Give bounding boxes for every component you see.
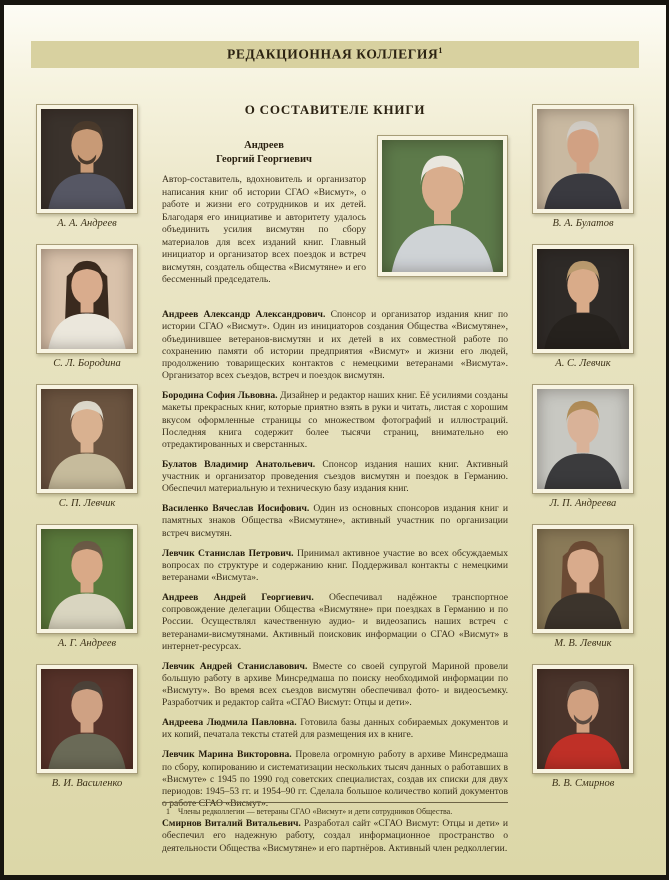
entry-name: Андреева Людмила Павловна. — [162, 717, 297, 729]
book-page — [4, 5, 666, 875]
entry-name: Василенко Вячеслав Иосифович. — [162, 503, 310, 515]
entry-name: Андреев Александр Александрович. — [162, 309, 326, 320]
entry-text: Провела огромную работу в архиве Минсредмаша по сбору, копированию и систематизации нескольких тысяч данных о работавших в «Висмуте» с 1945 по 1990 год советских специалистах, создав их списки для двух периодов: 1945–53 гг. и 1954–90 гг. Сделала большое количество копий документов о работе СГАО «Висмут». — [162, 749, 508, 810]
entry-paragraph — [162, 661, 508, 710]
photo-caption: Л. П. Андреева — [549, 498, 617, 509]
photo-unit — [532, 244, 634, 369]
compiler-portrait — [377, 133, 508, 292]
compiler-name: Андреев Георгий Георгиевич — [216, 140, 312, 165]
photo-unit — [36, 664, 138, 789]
entry-paragraph — [162, 717, 508, 742]
editorial-entries — [162, 309, 508, 855]
photo-caption: В. В. Смирнов — [551, 778, 615, 789]
entry-paragraph — [162, 309, 508, 383]
photo-caption: С. П. Левчик — [58, 498, 116, 509]
entry-text: Готовила базы данных собираемых документов и их копий, печатала тексты статей для размещения их в книге. — [162, 717, 508, 741]
entry-text: Разработал сайт «СГАО Висмут: Отцы и дети» и обеспечил его надежную работу, создал информационное пространство о деятельности Общества «Висмутяне» и его партнёров. Активный член редколлегии. — [162, 818, 508, 854]
photo-unit — [532, 524, 634, 649]
header-footnote-mark: 1 — [438, 46, 443, 56]
portrait-photo — [532, 384, 634, 494]
section-title: О СОСТАВИТЕЛЕ КНИГИ — [244, 102, 426, 117]
entry-paragraph — [162, 390, 508, 451]
photo-unit — [36, 244, 138, 369]
entry-name: Бородина София Львовна. — [162, 390, 278, 402]
portrait-photo — [36, 664, 138, 774]
entry-paragraph — [162, 459, 508, 496]
entry-name: Булатов Владимир Анатольевич. — [162, 458, 316, 470]
main-text-column — [162, 133, 508, 862]
photo-caption: А. Г. Андреев — [57, 638, 117, 649]
portrait-photo — [532, 664, 634, 774]
portrait-photo — [532, 104, 634, 214]
entry-name: Левчик Станислав Петрович. — [162, 547, 294, 559]
portrait-photo — [36, 104, 138, 214]
photo-unit — [36, 524, 138, 649]
photo-caption: А. С. Левчик — [555, 358, 611, 369]
photo-caption: М. В. Левчик — [554, 638, 612, 649]
photo-caption: А. А. Андреев — [57, 218, 117, 229]
page-header-title: РЕДАКЦИОННАЯ КОЛЛЕГИЯ$^1$ — [227, 46, 443, 62]
photo-caption: В. А. Булатов — [552, 218, 614, 229]
photo-caption: С. Л. Бородина — [53, 358, 121, 369]
entry-paragraph — [162, 548, 508, 585]
entry-name: Андреев Андрей Георгиевич. — [162, 591, 314, 603]
entry-paragraph — [162, 503, 508, 540]
entry-name: Левчик Марина Викторовна. — [162, 749, 292, 761]
portrait-photo — [36, 244, 138, 354]
photo-unit — [36, 384, 138, 509]
entry-paragraph — [162, 818, 508, 855]
entry-text: Спонсор и организатор издания книг по истории СГАО «Висмут». Один из инициаторов создания Общества «Висмутяне», объединившее ветеранов-висмутян и их детей в их совместной работе по сохранению памяти об истории предприятия «Висмут» и жизни его людей, продолжению товарищеских контактов с немецкими ветеранами «Висмута». Организатор всех съездов, встреч и поездок висмутян. — [162, 309, 508, 382]
entry-name: Смирнов Виталий Витальевич. — [162, 818, 301, 830]
compiler-intro: Автор-составитель, вдохновитель и организатор написания книг об истории СГАО «Висмут», о работе и жизни его сотрудников и их детей. Благодаря его инициативе и авторитету удалось объединить усилия висмутян по сбору материалов для всех изданий книг. Главный инициатор и организатор всех поездок и встреч висмутян, создатель общества «Висмутяне» и его бессменный председатель. — [162, 174, 366, 286]
portrait-photo — [532, 524, 634, 634]
portrait-photo — [36, 524, 138, 634]
entry-text: Вместе со своей супругой Мариной провели большую работу в архиве Минсредмаша по поиску необходимой информации по «Висмуту». Во время всех съездов висмутян обеспечивал фото- и видеосъемку. Разработчик и редактор сайта «СГАО Висмут: Отцы и дети». — [162, 660, 508, 709]
entry-paragraph — [162, 592, 508, 653]
entry-text: Обеспечивал надёжное транспортное сопровождение делегации Общества «Висмутяне» при поездках в Германию и по России. Осуществлял качественную аудио- и видеозапись наших встреч с ветеранами-висмутянами. Активный поисковик информации о СГАО «Висмут» в интернет-ресурсах. — [162, 591, 508, 652]
photo-unit — [532, 384, 634, 509]
portrait-photo — [532, 244, 634, 354]
photo-unit — [532, 104, 634, 229]
entry-text: Дизайнер и редактор наших книг. Её усилиями созданы макеты прекрасных книг, которые приятно взять в руки и читать, листая с хорошим вкусом оформленные страницы со множеством фотографий и иллюстраций. Последняя книга содержит более тысячи страниц, внимательно ею отредактированных и сверстанных. — [162, 390, 508, 451]
photo-unit — [36, 104, 138, 229]
portrait-photo — [377, 135, 508, 277]
photo-caption: В. И. Василенко — [51, 778, 123, 789]
portrait-photo — [36, 384, 138, 494]
right-photo-column — [532, 104, 634, 804]
entry-text: Спонсор издания наших книг. Активный участник и организатор проведения съездов висмутян и поездок в Германию. Обеспечил материальную и техническую базу издания книг. — [162, 458, 508, 495]
entry-text: Принимал активное участие во всех обсуждаемых вопросах по структуре и содержанию книг. Поддерживал контакты с немецкими ветеранами «Висмута». — [162, 547, 508, 584]
footnote-mark: 1 — [166, 807, 170, 816]
left-photo-column — [36, 104, 138, 804]
entry-text: Один из основных спонсоров издания книг и памятных знаков Общества «Висмутяне», активный участник по организации встреч висмутян. — [162, 503, 508, 539]
photo-unit — [377, 135, 508, 277]
header-bar — [31, 41, 639, 68]
footnote — [162, 802, 508, 816]
photo-unit — [532, 664, 634, 789]
footnote-text: Члены редколлегии — ветераны СГАО «Висмут» и дети сотрудников Общества. — [178, 807, 453, 816]
entry-name: Левчик Андрей Станиславович. — [162, 660, 308, 672]
